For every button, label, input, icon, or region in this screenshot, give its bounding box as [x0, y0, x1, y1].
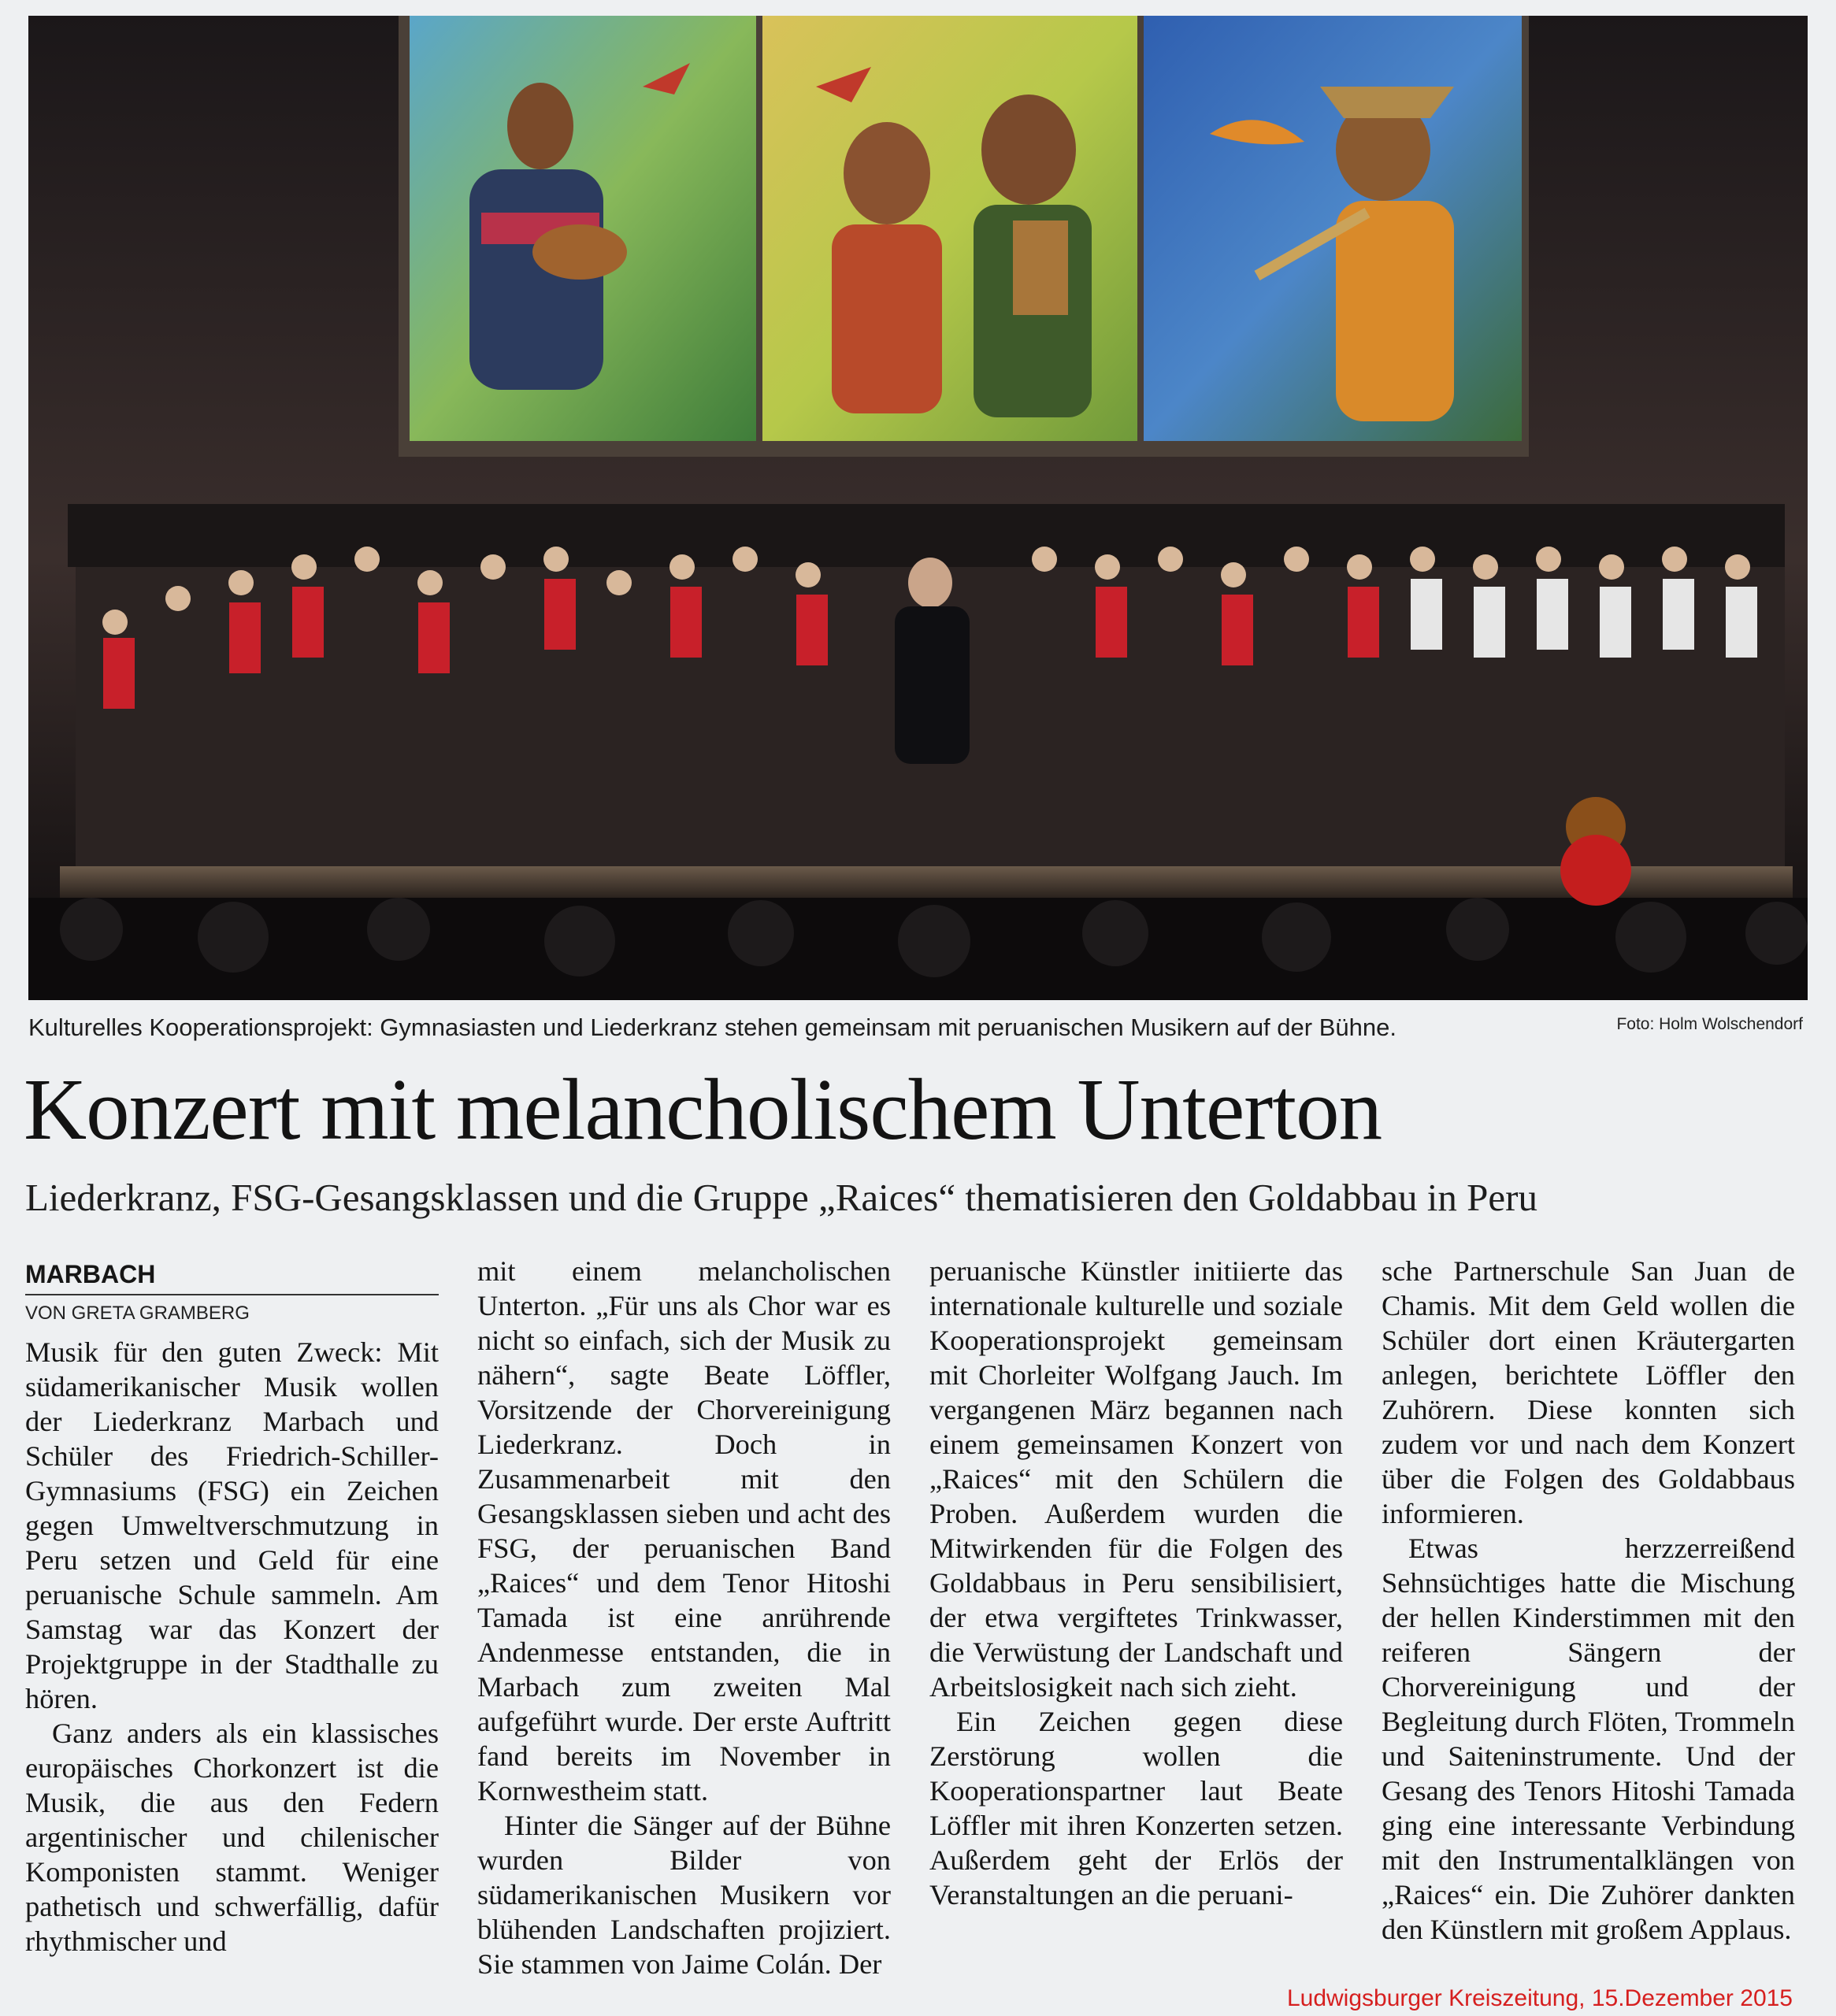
source-note: Ludwigsburger Kreiszeitung, 15.Dezember 2015	[1286, 1985, 1793, 2011]
paragraph: Etwas herzzerreißend Sehnsüchtiges hatte die Mischung der hellen Kinderstimmen mit den reiferen Sängern der Chorvereinigung und der Begleitung durch Flöten, Trommeln und Saiteninstrumente. Und der Gesang des Tenors Hitoshi Tamada ging eine interessante Verbindung mit den Instrumentalklängen von „Raices“ ein. Die Zuhörer dankten den Künstlern mit großem Applaus.	[1382, 1532, 1795, 1945]
paragraph: mit einem melancholischen Unterton. „Für uns als Chor war es nicht so einfach, sich der Musik zu nähern“, sagte Beate Löffler, Vorsitzende der Chorvereinigung Liederkranz. Doch in Zusammenarbeit mit den Gesangsklassen sieben und acht des FSG, der peruanischen Band „Raices“ und dem Tenor Hitoshi Tamada ist eine anrührende Andenmesse entstanden, die in Marbach zum zweiten Mal aufgeführt wurde. Der erste Auftritt fand bereits im November in Kornwestheim statt.	[477, 1255, 891, 1807]
article-column-1	[25, 1335, 439, 1959]
dateline: MARBACH	[25, 1260, 156, 1288]
paragraph: peruanische Künstler initiierte das internationale kulturelle und soziale Kooperationsprojekt gemeinsam mit Chorleiter Wolfgang Jauch. Im vergangenen März begannen nach einem gemeinsamen Konzert von „Raices“ mit den Schülern die Proben. Außerdem wurden die Mitwirkenden für die Folgen des Goldabbaus in Peru sensibilisiert, der etwa vergiftetes Trinkwasser, die Verwüstung der Landschaft und Arbeitslosigkeit nach sich zieht.	[929, 1255, 1343, 1703]
article-column-3	[929, 1254, 1343, 1912]
author-byline: VON GRETA GRAMBERG	[25, 1303, 250, 1324]
dateline-rule	[25, 1294, 439, 1295]
paragraph: Ein Zeichen gegen diese Zerstörung wollen die Kooperationspartner laut Beate Löffler mit ihren Konzerten setzen. Außerdem geht der Erlös der Veranstaltungen an die peruani-	[929, 1706, 1343, 1910]
paragraph: sche Partnerschule San Juan de Chamis. Mit dem Geld wollen die Schüler dort einen Kräutergarten anlegen, berichtete Löffler den Zuhörern. Diese konnten sich zudem vor und nach dem Konzert über die Folgen des Goldabbaus informieren.	[1382, 1255, 1795, 1529]
paragraph: Musik für den guten Zweck: Mit südamerikanischer Musik wollen der Liederkranz Marbach und Schüler des Friedrich-Schiller-Gymnasiums (FSG) ein Zeichen gegen Umweltverschmutzung in Peru setzen und Geld für eine peruanische Schule sammeln. Am Samstag war das Konzert der Projektgruppe in der Stadthalle zu hören.	[25, 1336, 439, 1714]
concert-photo	[28, 16, 1808, 1000]
article-column-2	[477, 1254, 891, 1981]
photo-credit: Foto: Holm Wolschendorf	[1616, 1015, 1803, 1033]
headline: Konzert mit melancholischem Unterton	[24, 1062, 1382, 1158]
paragraph: Ganz anders als ein klassisches europäisches Chorkonzert ist die Musik, die aus den Federn argentinischer und chilenischer Komponisten stammt. Weniger pathetisch und schwerfällig, dafür rhythmischer und	[25, 1718, 439, 1957]
subheadline: Liederkranz, FSG-Gesangsklassen und die Gruppe „Raices“ thematisieren den Goldabbau in Peru	[25, 1176, 1537, 1219]
article-column-4	[1382, 1254, 1795, 1947]
paragraph: Hinter die Sänger auf der Bühne wurden Bilder von südamerikanischen Musikern vor blühenden Landschaften projiziert. Sie stammen von Jaime Colán. Der	[477, 1810, 891, 1980]
photo-caption: Kulturelles Kooperationsprojekt: Gymnasiasten und Liederkranz stehen gemeinsam mit peruanischen Musikern auf der Bühne.	[28, 1014, 1396, 1041]
stage-illustration	[28, 16, 1808, 1000]
